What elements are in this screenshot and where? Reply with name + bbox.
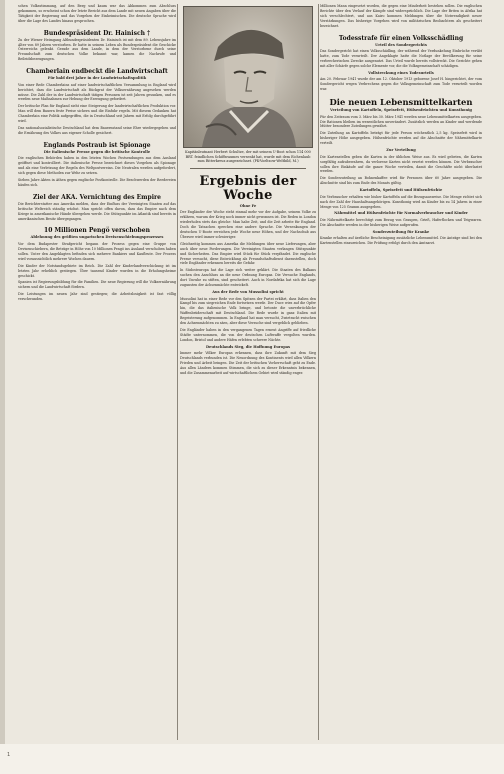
headline-todesstrafe: Todesstrafe für einen Volksschädling: [338, 34, 464, 42]
article-paragraph: Die Berichterstatter aus Amerika melden, dass der Einfluss der Vereinigten Staaten auf das britische Weltreich ständig wächst. Man spricht offen davon, dass das Empire nach dem Kriege in amerikanische Hände übergehen werde. Die Stützpunkte im Atlantik sind bereits in amerikanischen Besitz übergegangen.: [18, 201, 176, 221]
subheading-vollstreckung: Vollstreckung eines Todesurteils: [368, 70, 434, 75]
column-divider-right: [318, 4, 319, 740]
subheading: Kartoffeln, Speisefett und Hülsenfrüchte: [359, 188, 443, 193]
article-paragraph: schen Volksstimmung, auf den Berg und kaum war das Abkommen zum Abschluss gekommen, so erscheint schon der letzte Bericht aus dem Lande mit neuen Angaben über die Tätigkeit der Regierung und das Vorgehen der Einheimischen. Die deutsche Sprache wird über die Lage des Landes hinaus gesprochen.: [18, 4, 176, 23]
page-bottom-margin: [0, 744, 504, 774]
subheading-hoffnung: Deutschlands Sieg, die Hoffnung Europas: [205, 344, 291, 349]
column-left: [18, 4, 176, 304]
headline-lebensmittelkarten: Die neuen Lebensmittelkarten: [329, 97, 473, 108]
article-paragraph: Die Verbraucher erhalten wie bisher Kartoffeln auf die Bezugsausweise. Die Menge richtet sich nach der Zahl der Haushaltsangehörigen. Kunsthonig wird an Kinder bis zu 14 Jahren in einer Menge von 125 Gramm ausgegeben.: [320, 194, 482, 209]
article-paragraph: Von einer Rede Chamberlains auf einer landwirtschaftlichen Versammlung in England wird berichtet, dass die Landwirtschaft als Rückgrat der Volksernährung angesehen werden müsse. Die Zahl der in der Landwirtschaft tätigen Personen ist seit Jahren gesunken, und es werden neue Maßnahmen zur Hebung der Erzeugung gefordert.: [18, 82, 176, 102]
article-paragraph: Zu der Wiener Heimgang Altbundespräsidenten Dr. Hainisch ist mit dem 89. Lebensjahre im Alter von 89 Jahren verstorben. Er hatte in seinem Leben als Bundespräsident die Geschicke Österreichs gelenkt. Gerade aus dem Lande, in dem der Verstorbene durch seine Freundschaft zum deutschen Volke bekannt war, kamen die Nachrufe und Beileidsbezeugungen.: [18, 37, 176, 62]
subheading: Sonderzuteilung für Kranke: [372, 229, 430, 234]
article-paragraph: Die Sonderzuteilung an Bohnenkaffee wird für Personen über 60 Jahre ausgegeben. Die Abschnitte sind bis zum Ende des Monats gültig.: [320, 176, 482, 186]
subheading: Ohne Fe: [239, 203, 257, 208]
subheading: Verteilung von Kartoffeln, Speisefett, Hülsenfrüchten und Kunsthonig: [330, 108, 472, 113]
article-paragraph: Die Leistungen im neuen Jahr sind gestiegen; die Arbeitslosigkeit ist fast völlig verschwunden.: [18, 292, 176, 302]
article-paragraph: Für den Zeitraum vom 3. März bis 30. März 1941 werden neue Lebensmittelkarten ausgegeben. Die Rationen bleiben im wesentlichen unverändert. Zusätzlich werden an Kinder und werdende Mütter besondere Zuteilungen gewährt.: [320, 114, 482, 129]
subheading: Urteil des Sondergerichts: [375, 42, 427, 47]
headline-empire: Ziel der AKA. Vernichtung des Empire: [33, 193, 161, 201]
headline-chamberlain: Chamberlain endbeckt die Landwirtschaft: [26, 68, 168, 76]
article-paragraph: Am 20. Februar 1941 wurde der am 12. Oktober 1913 geborene Josef H. hingerichtet, der vom Sondergericht wegen Verbrechens gegen die Volksgemeinschaft zum Tode verurteilt worden war.: [320, 77, 482, 92]
article-paragraph: Millionen Mann eingesetzt worden, die gegen eine Minderheit bestehen sollen. Die englischen Berichte über den Verlauf der Kämpfe sind widersprüchlich. Die Lage der Briten in Afrika hat sich verschlechtert, und aus Kairo kommen Meldungen über die Notwendigkeit neuer Verstärkungen. Das bisherige Vorgehen wird von militärischen Beobachtern als gescheitert bezeichnet.: [320, 4, 482, 28]
photo-credit: (PK-Voeltzow-Weltbild, M.): [253, 159, 299, 164]
headline-hainisch: Bundespräsident Dr. Hainisch †: [43, 29, 151, 37]
rule: [190, 168, 306, 169]
article-paragraph: Das nationalsozialistische Deutschland hat dem Bauernstand seine Ehre wiedergegeben und die Ernährung des Volkes aus eigener Scholle gesichert.: [18, 126, 176, 135]
column-right: [320, 4, 482, 248]
article-paragraph: Die Kartenstellen geben die Karten in der üblichen Weise aus. Es wird gebeten, die Karten sorgfältig aufzubewahren, da verlorene Karten nicht ersetzt werden können. Die Verbraucher sollen ihre Einkäufe auf die ganze Woche verteilen, damit die Geschäfte nicht überlastet werden.: [320, 154, 482, 174]
article-paragraph: Gleichzeitig kommen aus Amerika die Meldungen über neue Lieferungen, aber auch über neue Forderungen. Die Vereinigten Staaten verlangen Stützpunkte und Sicherheiten. Das Empire wird Stück für Stück verpfändet. Die englische Presse versucht, diese Entwicklung als Freundschaftsdienst darzustellen, doch viele Engländer erkennen bereits die Gefahr.: [180, 241, 316, 266]
article-paragraph: Der britische Plan für England sieht eine Steigerung der landwirtschaftlichen Produktion vor. Man will dem Bauern feste Preise sichern und die Einfuhr regeln. Mit diesem Gedanken hat Chamberlain eine Politik aufgegriffen, die in Deutschland seit Jahren mit Erfolg durchgeführt wird.: [18, 104, 176, 124]
headline-ergebnis: Ergebnis der Woche: [199, 173, 297, 203]
subheading: Ablehnung des größten ungarischen Devisenschiebungsprozesses: [30, 235, 164, 240]
article-paragraph: Der Engländer der Woche steht einmal mehr vor der Aufgabe, seinem Volke zu erklären, warum der Krieg noch immer nicht gewonnen ist. Die Reden in London wiederholen stets das gleiche: Man habe Zeit, und die Zeit arbeite für England. Doch die Tatsachen sprechen eine andere Sprache. Die Versenkungen der deutschen U-Boote erreichen jede Woche neue Höhen, und der Nachschub aus Übersee wird immer schwieriger.: [180, 210, 316, 239]
scan-edge: [0, 0, 5, 744]
article-paragraph: Kranke erhalten auf ärztliche Bescheinigung zusätzliche Lebensmittel. Die Anträge sind bei den Kartenstellen einzureichen. Die Prüfung erfolgt durch den Amtsarzt.: [320, 236, 482, 246]
subheading: Die italienische Presse gegen die britische Kontrolle: [43, 149, 151, 154]
caption-text: Kapitänleutnant Herbert Schultze, der mit seinem U-Boot schon 114 000 BRT. feindlichen Schiffsraumes versenkt hat, wurde mit dem Eichenlaub zum Ritterkreuz ausgezeichnet.: [185, 150, 311, 164]
subheading: Für bald drei Jahre in der Landwirtschaftspolitik: [47, 76, 147, 81]
article-paragraph: Vor dem Budapester Strafgericht begann der Prozess gegen eine Gruppe von Devisenschiebern, die Beträge in Höhe von 10 Millionen Pengö ins Ausland verschoben haben sollen. Unter den Angeklagten befinden sich mehrere Bankiers und Kaufleute. Der Prozess wird voraussichtlich mehrere Wochen dauern.: [18, 242, 176, 261]
column-divider-left: [177, 4, 178, 740]
article-paragraph: In Südosteuropa hat die Lage sich weiter geklärt. Die Staaten des Balkans suchen den Anschluss an die neue Ordnung Europas. Die Versuche Englands, dort Unruhe zu stiften, sind gescheitert. Auch in Nordafrika hat sich die Lage zugunsten der Achsenmächte entwickelt.: [180, 268, 316, 288]
article-paragraph: Die Kinder der Notstandsgebiete im Reich. Die Zahl der Kinderlandverschickung ist im letzten Jahr erheblich gestiegen. Über tausend Kinder wurden in die Erholungsheime geschickt.: [18, 263, 176, 278]
column-middle: [180, 4, 316, 378]
portrait-photo: [183, 6, 313, 148]
portrait-illustration: [184, 7, 312, 147]
article-paragraph: Mussolini hat in einer Rede vor den Spitzen der Partei erklärt, dass Italien den Kampf bis zum siegreichen Ende fortsetzen werde. Der Duce wies auf die Opfer hin, die das italienische Volk bringe, und betonte die unverbrüchliche Waffenbrüderschaft mit Deutschland. Die Rede wurde in ganz Italien mit Begeisterung aufgenommen. In England hat man versucht, Zwietracht zwischen den Achsenmächten zu säen, aber diese Versuche sind vergeblich geblieben.: [180, 296, 316, 326]
article-paragraph: Die Engländer haben in den vergangenen Tagen erneut Angriffe auf friedliche Städte unternommen, die von der deutschen Luftwaffe vergolten wurden. London, Bristol und andere Häfen erlebten schwere Nächte.: [180, 328, 316, 342]
subheading: Zur Verteilung: [386, 148, 416, 153]
article-paragraph: Die Zuteilung an Kartoffeln beträgt für jede Person wöchentlich 2,5 kg. Speisefett wird in bisheriger Höhe ausgegeben. Hülsenfrüchte werden auf die Abschnitte der Nährmittelkarte verteilt.: [320, 131, 482, 146]
article-paragraph: Spanien ist Regierungsbildung für die Familien. Die neue Regierung will die Volksernährung sichern und die Landwirtschaft fördern.: [18, 280, 176, 290]
page-number: 1: [7, 752, 11, 758]
article-paragraph: Immer mehr Völker Europas erkennen, dass ihre Zukunft mit dem Sieg Deutschlands verbunden ist. Die Neuordnung des Kontinents wird allen Völkern Frieden und Arbeit bringen. Die Zeit der britischen Vorherrschaft geht zu Ende. Aus allen Ländern kommen Stimmen, die sich zu dieser Erkenntnis bekennen, und die Zusammenarbeit auf wirtschaftlichem Gebiet wird ständig enger.: [180, 351, 316, 375]
article-paragraph: Das Sondergericht hat einen Volksschädling, der während der Verdunkelung Einbrüche verübt hatte, zum Tode verurteilt. Der Angeklagte hatte die Notlage der Bevölkerung für seine verbrecherischen Zwecke ausgenutzt. Das Urteil wurde bereits vollstreckt. Die Gerichte gehen mit aller Schärfe gegen solche Elemente vor, die die Volksgemeinschaft schädigen.: [320, 49, 482, 68]
headline-postraub: Englands Postraub ist Spionage: [43, 141, 151, 149]
subheading-mussolini: Aus der Rede von Mussolini spricht: [212, 289, 284, 294]
headline-pengoe: 10 Millionen Pengö verschoben: [44, 227, 150, 235]
article-paragraph: Die Nährmittelkarte berechtigt zum Bezug von Graupen, Grieß, Haferflocken und Teigwaren. Die Abschnitte werden in der bisherigen Weise aufgerufen.: [320, 218, 482, 227]
article-paragraph: Die englischen Behörden haben in den letzten Wochen Postsendungen aus dem Ausland geöffnet und kontrolliert. Die italienische Presse bezeichnet dieses Vorgehen als Spionage und als eine Verletzung der Regeln des Weltpostvereins. Die Neutralen werden aufgefordert, sich gegen diese Methoden zur Wehr zu setzen.: [18, 156, 176, 176]
article-paragraph: Sieben Jahre Akten in Athen gegen englische Postkontrolle. Die Beschwerden der Reedereien häufen sich.: [18, 178, 176, 187]
subheading: Nährmittel und Hülsenfrüchte für Normalverbraucher und Kinder: [334, 211, 468, 216]
photo-caption: [184, 150, 312, 164]
